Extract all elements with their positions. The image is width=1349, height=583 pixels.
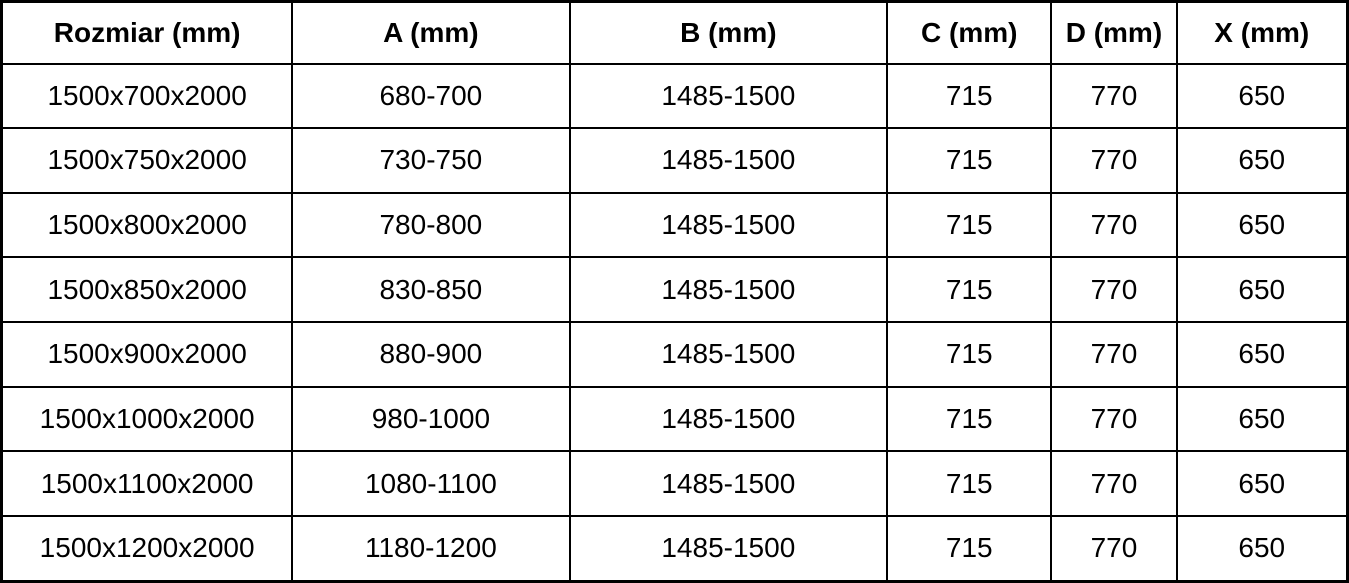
table-cell: 770	[1051, 64, 1176, 129]
table-cell: 770	[1051, 516, 1176, 582]
table-cell: 650	[1177, 64, 1348, 129]
table-cell: 1180-1200	[292, 516, 569, 582]
table-cell: 770	[1051, 322, 1176, 387]
table-cell: 770	[1051, 193, 1176, 258]
table-cell: 715	[887, 257, 1051, 322]
table-body	[2, 64, 1348, 582]
table-cell: 1485-1500	[570, 322, 888, 387]
table-cell: 830-850	[292, 257, 569, 322]
table-cell: 1485-1500	[570, 193, 888, 258]
table-cell: 770	[1051, 257, 1176, 322]
table-cell: 650	[1177, 128, 1348, 193]
table-cell: 1500x1000x2000	[2, 387, 293, 452]
table-cell: 880-900	[292, 322, 569, 387]
column-header-x: X (mm)	[1177, 2, 1348, 64]
table-cell: 1500x700x2000	[2, 64, 293, 129]
column-header-c: C (mm)	[887, 2, 1051, 64]
table-cell: 1080-1100	[292, 451, 569, 516]
column-header-d: D (mm)	[1051, 2, 1176, 64]
table-cell: 715	[887, 64, 1051, 129]
header-row	[2, 2, 1348, 64]
table-row	[2, 322, 1348, 387]
table-cell: 770	[1051, 128, 1176, 193]
table-cell: 1485-1500	[570, 451, 888, 516]
table-cell: 1500x750x2000	[2, 128, 293, 193]
table-cell: 680-700	[292, 64, 569, 129]
table-row	[2, 128, 1348, 193]
table-row	[2, 387, 1348, 452]
table-cell: 980-1000	[292, 387, 569, 452]
table-row	[2, 257, 1348, 322]
table-cell: 650	[1177, 516, 1348, 582]
table-cell: 650	[1177, 193, 1348, 258]
table-cell: 1485-1500	[570, 128, 888, 193]
table-cell: 650	[1177, 322, 1348, 387]
table-cell: 715	[887, 128, 1051, 193]
table-cell: 1485-1500	[570, 516, 888, 582]
table-cell: 780-800	[292, 193, 569, 258]
table-cell: 715	[887, 451, 1051, 516]
table-row	[2, 193, 1348, 258]
table-cell: 1500x1200x2000	[2, 516, 293, 582]
table-cell: 650	[1177, 387, 1348, 452]
column-header-rozmiar: Rozmiar (mm)	[2, 2, 293, 64]
table-cell: 1485-1500	[570, 387, 888, 452]
table-row	[2, 516, 1348, 582]
column-header-b: B (mm)	[570, 2, 888, 64]
table-cell: 1500x850x2000	[2, 257, 293, 322]
table-cell: 1485-1500	[570, 64, 888, 129]
table-row	[2, 64, 1348, 129]
table-cell: 650	[1177, 451, 1348, 516]
table-cell: 1485-1500	[570, 257, 888, 322]
table-row	[2, 451, 1348, 516]
table-cell: 715	[887, 193, 1051, 258]
table-cell: 770	[1051, 387, 1176, 452]
table-cell: 1500x800x2000	[2, 193, 293, 258]
table-cell: 730-750	[292, 128, 569, 193]
table-cell: 650	[1177, 257, 1348, 322]
table-cell: 715	[887, 387, 1051, 452]
table-cell: 770	[1051, 451, 1176, 516]
table-cell: 1500x1100x2000	[2, 451, 293, 516]
table-cell: 715	[887, 322, 1051, 387]
table-cell: 1500x900x2000	[2, 322, 293, 387]
column-header-a: A (mm)	[292, 2, 569, 64]
table-header	[2, 2, 1348, 64]
table-cell: 715	[887, 516, 1051, 582]
